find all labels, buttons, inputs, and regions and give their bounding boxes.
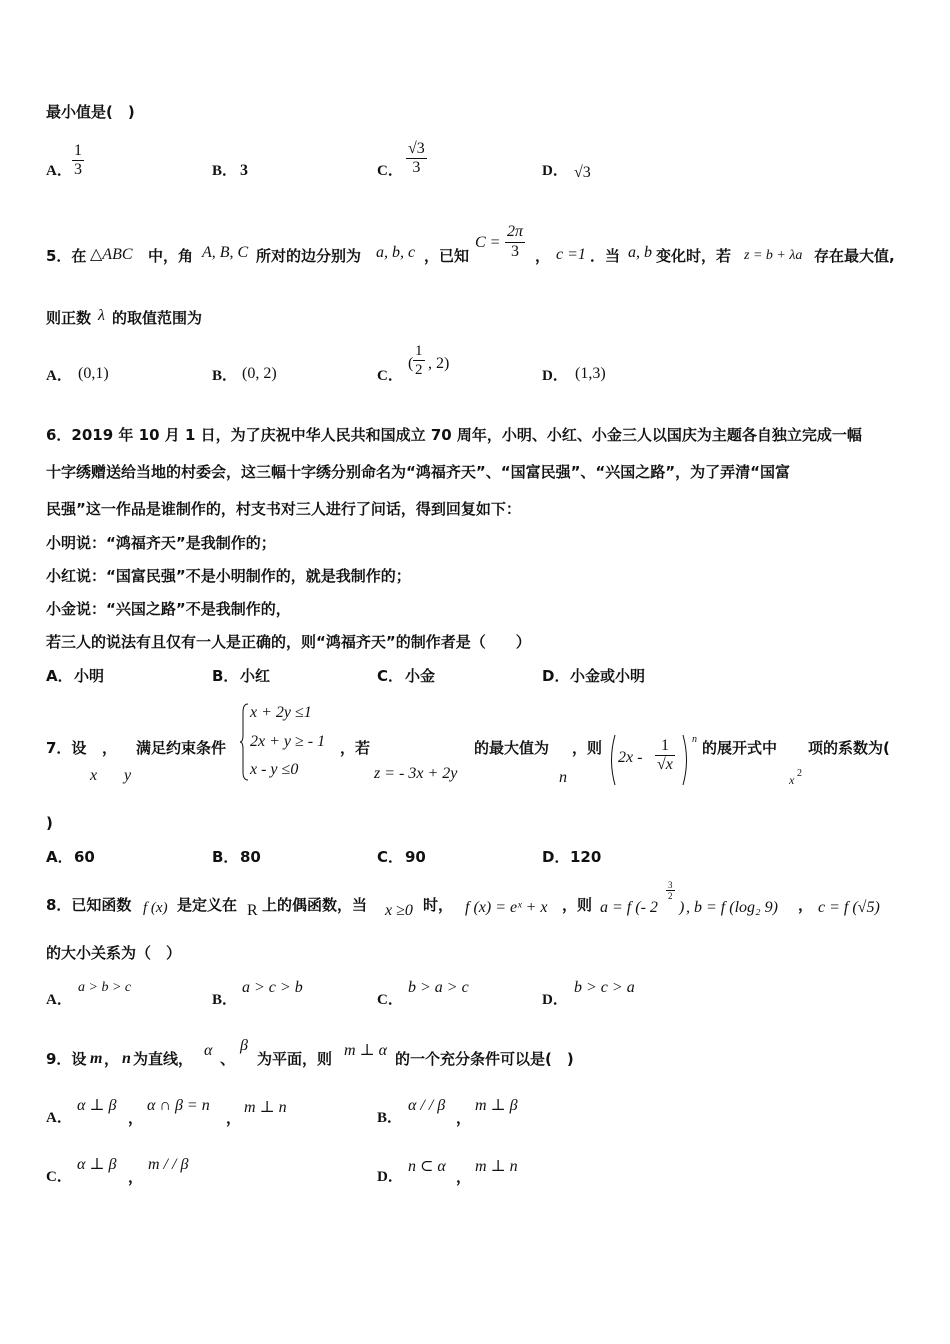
sqrt-icon: √ — [657, 756, 666, 773]
q8-c-def: c = f (√5) — [818, 899, 880, 916]
q5-text-6: 变化时，若 — [656, 247, 732, 265]
q5-line2-a: 则正数 — [46, 309, 92, 327]
q8-option-c-label: C． — [377, 992, 403, 1008]
q5-angles: A, B, C — [202, 244, 249, 261]
q8-text-1: 8．已知函数 — [46, 896, 132, 914]
q5-option-a-label: A． — [46, 368, 72, 384]
q6-line-4: 小明说：“鸿福齐天”是我制作的； — [46, 534, 276, 552]
q6-line-6: 小金说：“兴国之路”不是我制作的， — [46, 600, 291, 618]
q7-option-b-label: B． — [212, 848, 239, 866]
q6-line-3: 民强”这一作品是谁制作的，村支书对三人进行了问话，得到回复如下： — [46, 500, 521, 518]
q4-option-d-label: D． — [542, 163, 568, 179]
q8-text-5: ，则 — [562, 896, 593, 914]
q7-option-d-value: 120 — [570, 848, 602, 866]
q7-var-n: n — [559, 769, 567, 786]
q5-option-a-value: (0,1) — [78, 365, 109, 382]
q8-option-d-label: D． — [542, 992, 568, 1008]
q9-option-b-part-2: m ⊥ β — [475, 1097, 518, 1114]
q6-line-2: 十字绣赠送给当地的村委会，这三幅十字绣分别命名为“鸿福齐天”、“国富民强”、“兴国之路”，为了弄清“国富 — [46, 463, 791, 481]
q5-text-2: 中，角 — [148, 247, 194, 265]
q9-option-d-part-1: n ⊂ α — [408, 1158, 446, 1175]
q8-condition: x ≥0 — [385, 902, 413, 919]
q9-option-c-part-1: α ⊥ β — [77, 1156, 117, 1173]
q8-option-c-value: b > a > c — [408, 979, 469, 996]
q5-z-expr: z = b + λa — [744, 248, 803, 263]
q5-option-c-close: , 2) — [428, 355, 450, 372]
q5-text-5: ．当 — [590, 247, 621, 265]
q4-option-a-label: A． — [46, 163, 72, 179]
q7-close-paren: ) — [46, 814, 53, 832]
q5-angle-c: C = — [475, 234, 501, 251]
q7-text-7: 的展开式中 — [702, 739, 778, 757]
q5-text-3: 所对的边分别为 — [256, 247, 362, 265]
radicand: x — [665, 756, 673, 773]
q5-sides: a, b, c — [376, 244, 416, 261]
q8-b-def: , b = f (log₂ 9) — [686, 899, 778, 916]
q7-text-4: ，若 — [340, 739, 371, 757]
q7-text-3: 满足约束条件 — [136, 739, 227, 757]
q5-text-7: 存在最大值, — [814, 247, 895, 265]
q8-text-6: ， — [798, 896, 814, 914]
q7-z-expr: z = - 3x + 2y — [374, 765, 458, 782]
left-brace-icon — [240, 702, 250, 782]
q7-option-a-value: 60 — [74, 848, 95, 866]
q9-text-6: 的一个充分条件可以是( ) — [395, 1050, 574, 1068]
q7-text-8: 项的系数为( — [808, 739, 890, 757]
q5-option-c-open: ( — [408, 355, 414, 372]
q8-text-3: 上的偶函数，当 — [262, 896, 368, 914]
q9-option-a-part-2: α ∩ β = n — [147, 1097, 210, 1114]
fraction-denominator: 3 — [74, 161, 82, 178]
q4-option-b-label: B． — [212, 163, 238, 179]
q7-var-x: x — [90, 767, 98, 784]
q5-line2-b: 的取值范围为 — [112, 309, 203, 327]
q7-x2-exponent: 2 — [797, 768, 802, 779]
q9-option-a-label: A． — [46, 1110, 72, 1126]
q7-text-6: ，则 — [572, 739, 603, 757]
q7-text-1: 7．设 — [46, 739, 87, 757]
q6-line-5: 小红说：“国富民强”不是小明制作的，就是我制作的； — [46, 567, 411, 585]
q7-expr-exponent: n — [692, 734, 697, 745]
q6-option-b-label: B． — [212, 667, 239, 685]
fraction-denominator: 2 — [415, 362, 423, 378]
q9-option-d-sep-1: ， — [456, 1168, 472, 1186]
q9-option-b-sep-1: ， — [456, 1109, 472, 1127]
q8-option-b-label: B． — [212, 992, 238, 1008]
q9-text-1: 9．设 — [46, 1050, 87, 1068]
q4-option-b-value: 3 — [240, 162, 248, 179]
fraction-denominator — [655, 756, 675, 774]
q4-option-c-fraction — [406, 140, 427, 177]
q7-option-b-value: 80 — [240, 848, 261, 866]
fraction-numerator: 3 — [668, 880, 673, 890]
q6-option-b-value: 小红 — [240, 667, 271, 685]
q9-text-2: ， — [104, 1050, 120, 1068]
q5-text-4: ，已知 — [424, 247, 470, 265]
q7-expr-fraction — [655, 737, 675, 774]
q9-text-5: 为平面，则 — [257, 1050, 333, 1068]
q8-a-exponent — [666, 880, 675, 901]
fraction-numerator: √3 — [408, 140, 425, 157]
q6-option-c-value: 小金 — [405, 667, 436, 685]
q7-option-c-value: 90 — [405, 848, 426, 866]
q8-fx: f (x) — [143, 900, 168, 916]
fraction-denominator: 3 — [511, 243, 519, 260]
q9-option-a-part-1: α ⊥ β — [77, 1097, 117, 1114]
right-paren-icon — [682, 734, 690, 786]
q7-constraint-2: 2x + y ≥ - 1 — [250, 733, 326, 750]
q7-constraint-1: x + 2y ≤1 — [250, 704, 312, 721]
q9-alpha: α — [204, 1042, 213, 1059]
q5-option-d-value: (1,3) — [575, 365, 606, 382]
q9-option-d-part-2: m ⊥ n — [475, 1158, 518, 1175]
q8-option-a-label: A． — [46, 992, 72, 1008]
q7-constraint-3: x - y ≤0 — [250, 761, 299, 778]
q9-option-a-sep-1: ， — [128, 1109, 144, 1127]
q8-a-close: ) — [679, 899, 685, 916]
q9-option-d-label: D． — [377, 1169, 403, 1185]
q4-option-d-value: √3 — [574, 164, 591, 181]
q4-option-c-label: C． — [377, 163, 403, 179]
q5-side-c: c =1 — [556, 246, 586, 263]
q9-option-b-label: B． — [377, 1110, 403, 1126]
fraction-denominator: 2 — [668, 891, 673, 901]
q7-expr-a: 2x - — [618, 749, 643, 766]
q5-option-c-label: C． — [377, 368, 403, 384]
q8-option-a-value: a > b > c — [78, 980, 132, 995]
q5-ab: a, b — [628, 244, 652, 261]
q6-option-a-label: A． — [46, 667, 73, 685]
q4-option-a-fraction — [72, 142, 84, 179]
fraction-numerator: 2π — [505, 222, 525, 243]
q6-line-1: 6．2019 年 10 月 1 日，为了庆祝中华人民共和国成立 70 周年，小明、小红、小金三人以国庆为主题各自独立完成一幅 — [46, 426, 862, 444]
q4-tail-text: 最小值是( ) — [46, 103, 135, 121]
q6-line-7: 若三人的说法有且仅有一人是正确的，则“鸿福齐天”的制作者是（ ） — [46, 633, 531, 651]
q8-option-b-value: a > c > b — [242, 979, 303, 996]
q6-option-a-value: 小明 — [74, 667, 105, 685]
fraction-numerator: 1 — [74, 142, 82, 159]
q7-var-y: y — [124, 767, 132, 784]
q6-option-d-label: D． — [542, 667, 570, 685]
q7-option-c-label: C． — [377, 848, 404, 866]
q5-lambda: λ — [98, 307, 105, 324]
q7-text-2: ， — [102, 739, 118, 757]
q9-condition: m ⊥ α — [344, 1042, 387, 1059]
q9-option-c-label: C． — [46, 1169, 72, 1185]
q8-text-2: 是定义在 — [177, 896, 238, 914]
q5-triangle: △ABC — [90, 246, 133, 263]
q8-definition: f (x) = eˣ + x — [465, 899, 548, 916]
q9-option-c-sep-1: ， — [128, 1168, 144, 1186]
q7-option-a-label: A． — [46, 848, 73, 866]
q5-option-d-label: D． — [542, 368, 568, 384]
q9-option-b-part-1: α / / β — [408, 1097, 446, 1114]
q5-text-1: 5．在 — [46, 247, 87, 265]
q8-option-d-value: b > c > a — [574, 979, 635, 996]
left-paren-icon — [608, 734, 616, 786]
q8-text-4: 时， — [423, 896, 454, 914]
q9-option-a-sep-2: ， — [226, 1109, 242, 1127]
q9-beta: β — [240, 1037, 248, 1054]
q7-x2: x — [789, 773, 795, 787]
fraction-numerator: 1 — [655, 737, 675, 756]
fraction-numerator: 1 — [415, 343, 423, 359]
q5-option-c-fraction — [413, 342, 425, 379]
fraction-denominator: 3 — [412, 159, 421, 176]
q9-text-4: 、 — [220, 1050, 236, 1068]
q7-text-5: 的最大值为 — [474, 739, 550, 757]
q9-option-c-part-2: m / / β — [148, 1156, 189, 1173]
q9-var-m: m — [90, 1050, 103, 1067]
q5-angle-c-fraction — [505, 222, 525, 261]
q8-a-def: a = f (- 2 — [600, 899, 658, 916]
q7-option-d-label: D． — [542, 848, 570, 866]
q9-text-3: 为直线， — [133, 1050, 194, 1068]
q6-option-d-value: 小金或小明 — [570, 667, 646, 685]
q5-option-b-value: (0, 2) — [242, 365, 277, 382]
q6-option-c-label: C． — [377, 667, 404, 685]
q8-line-2: 的大小关系为（ ） — [46, 944, 182, 962]
q9-var-n: n — [122, 1050, 131, 1067]
q5-comma: ， — [535, 247, 551, 265]
q8-real-set: R — [247, 902, 258, 919]
q9-option-a-part-3: m ⊥ n — [244, 1099, 287, 1116]
q5-option-b-label: B． — [212, 368, 238, 384]
